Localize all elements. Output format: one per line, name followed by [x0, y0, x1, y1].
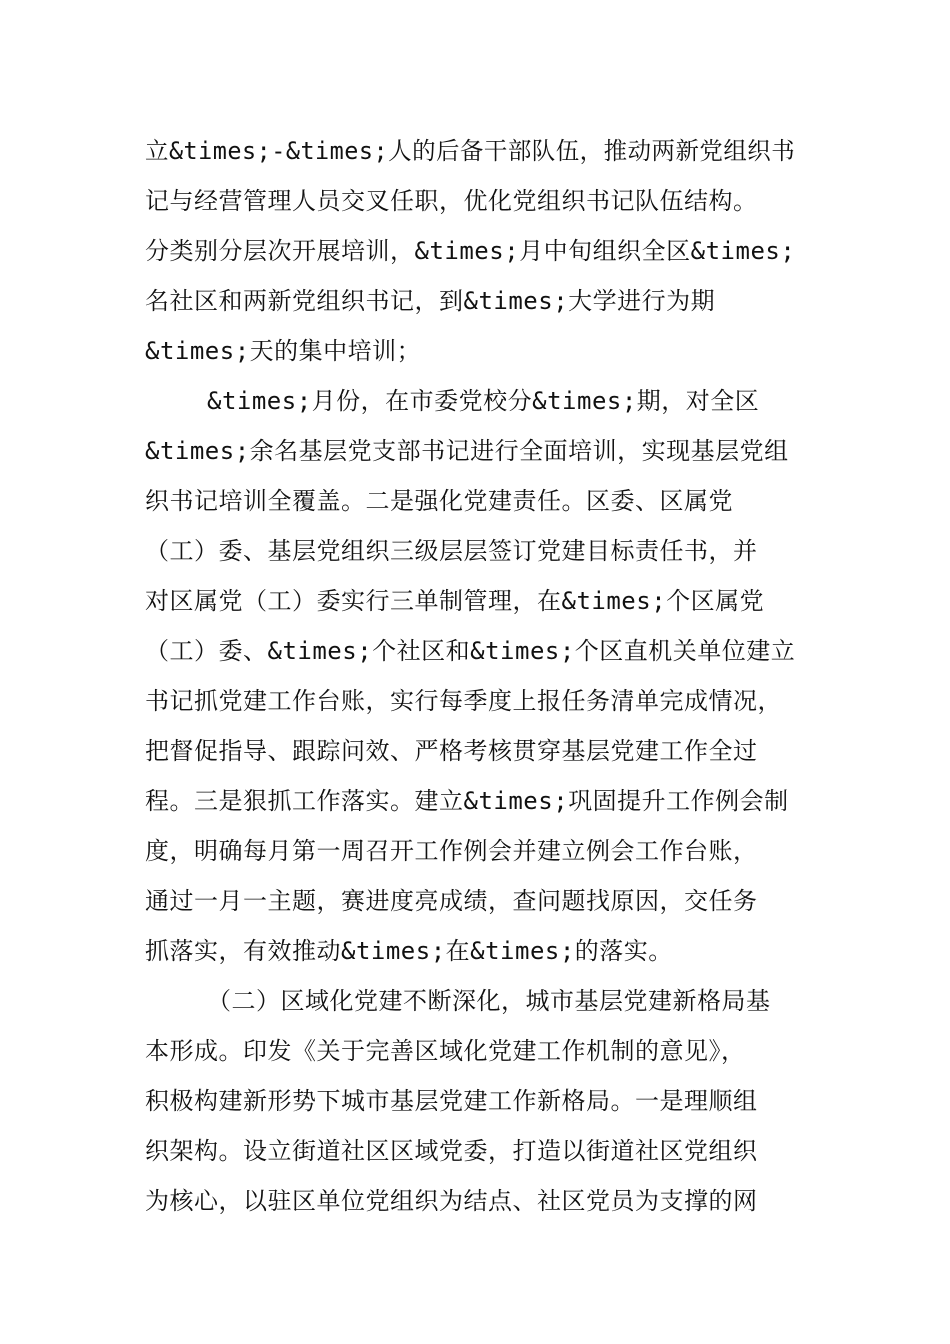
text-line: 度，明确每月第一周召开工作例会并建立例会工作台账， — [145, 837, 758, 865]
text-line: 书记抓党建工作台账，实行每季度上报任务清单完成情况， — [145, 687, 782, 715]
paragraph-first-line: &times;月份，在市委党校分&times;期，对全区 — [207, 387, 760, 415]
text-line: （工）委、&times;个社区和&times;个区直机关单位建立 — [145, 637, 796, 665]
text-line: 对区属党（工）委实行三单制管理，在&times;个区属党 — [145, 587, 765, 615]
text-line: 程。三是狠抓工作落实。建立&times;巩固提升工作例会制 — [145, 787, 789, 815]
text-line: 织架构。设立街道社区区域党委，打造以街道社区党组织 — [145, 1137, 758, 1165]
text-line: &times;余名基层党支部书记进行全面培训，实现基层党组 — [145, 437, 789, 465]
text-line: 把督促指导、跟踪问效、严格考核贯穿基层党建工作全过 — [145, 737, 758, 765]
text-line: 本形成。印发《关于完善区域化党建工作机制的意见》， — [145, 1037, 746, 1065]
text-line: 名社区和两新党组织书记，到&times;大学进行为期 — [145, 287, 716, 315]
paragraph-first-line: （二）区域化党建不断深化，城市基层党建新格局基 — [207, 987, 771, 1015]
text-line: 抓落实，有效推动&times;在&times;的落实。 — [145, 937, 673, 965]
text-line: 织书记培训全覆盖。二是强化党建责任。区委、区属党 — [145, 487, 733, 515]
text-line: &times;天的集中培训； — [145, 337, 422, 365]
text-line: 分类别分层次开展培训，&times;月中旬组织全区&times; — [145, 237, 796, 265]
text-line: 通过一月一主题，赛进度亮成绩，查问题找原因，交任务 — [145, 887, 758, 915]
text-line: 记与经营管理人员交叉任职，优化党组织书记队伍结构。 — [145, 187, 758, 215]
text-line: 立&times;-&times;人的后备干部队伍，推动两新党组织书 — [145, 137, 796, 165]
text-line: 积极构建新形势下城市基层党建工作新格局。一是理顺组 — [145, 1087, 758, 1115]
text-line: （工）委、基层党组织三级层层签订党建目标责任书，并 — [145, 537, 758, 565]
text-line: 为核心，以驻区单位党组织为结点、社区党员为支撑的网 — [145, 1187, 758, 1215]
